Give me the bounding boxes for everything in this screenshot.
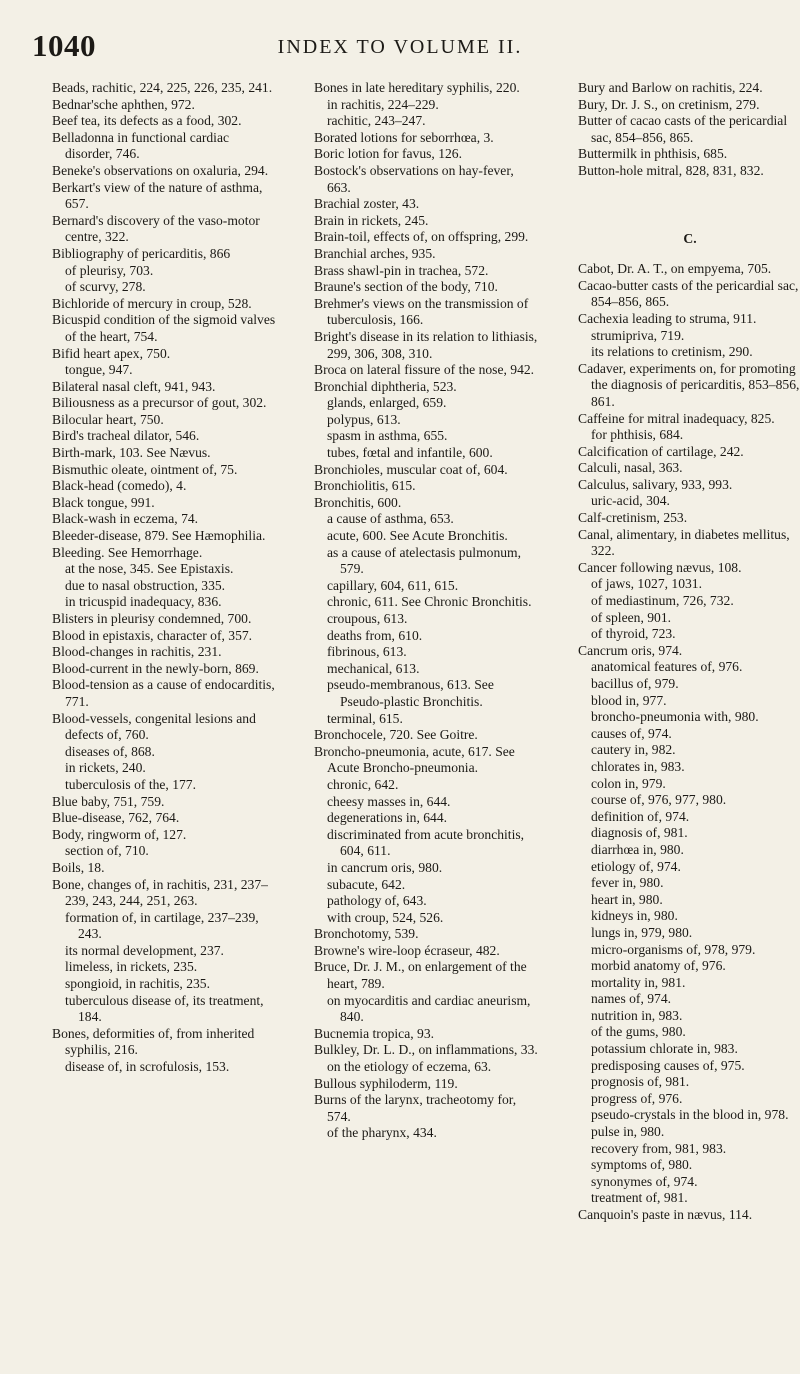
index-entry: Bones in late hereditary syphilis, 220. [314, 80, 520, 95]
index-entry: Calcification of cartilage, 242. [578, 443, 744, 459]
index-subentry: acute, 600. See Acute Bronchitis. [327, 528, 508, 544]
index-subentry: on myocarditis and cardiac aneurism, 840. [327, 992, 531, 1025]
index-column-left [52, 80, 276, 1076]
index-subentry: chronic, 642. [327, 776, 399, 792]
index-subentry: on the etiology of eczema, 63. [327, 1059, 492, 1075]
index-subentry: predisposing causes of, 975. [591, 1057, 745, 1073]
index-entry: Canquoin's paste in nævus, 114. [578, 1207, 753, 1222]
index-entry: Button-hole mitral, 828, 831, 832. [578, 162, 764, 178]
index-entry: Cancrum oris, 974. [578, 642, 683, 658]
index-entry: Boric lotion for favus, 126. [314, 146, 462, 162]
index-entry: Beads, rachitic, 224, 225, 226, 235, 241. [52, 80, 273, 95]
index-subentry: course of, 976, 977, 980. [591, 792, 727, 808]
index-entry: Browne's wire-loop écraseur, 482. [314, 942, 500, 958]
index-entry: Bismuthic oleate, ointment of, 75. [52, 461, 238, 477]
index-subentry: cheesy masses in, 644. [327, 793, 451, 809]
index-subentry: chlorates in, 983. [591, 758, 685, 774]
index-entry: Blood-current in the newly-born, 869. [52, 660, 259, 676]
index-entry: Bifid heart apex, 750. [52, 345, 171, 361]
page-header [32, 28, 768, 64]
index-entry: Bronchitis, 600. [314, 494, 402, 510]
index-entry: Canal, alimentary, in diabetes mellitus, 322. [578, 526, 790, 559]
index-entry: Beef tea, its defects as a food, 302. [52, 113, 242, 129]
index-entry: Bronchocele, 720. See Goitre. [314, 727, 478, 743]
index-entry: Bleeding. See Hemorrhage. [52, 544, 203, 560]
index-entry: Cacao-butter casts of the pericardial sac, 854–856, 865. [578, 277, 799, 310]
index-entry: Blisters in pleurisy condemned, 700. [52, 611, 252, 626]
index-entry: Brain in rickets, 245. [314, 212, 429, 228]
index-subentry: in rickets, 240. [65, 760, 146, 776]
index-entry: Branchial arches, 935. [314, 245, 436, 261]
index-entry: Bronchiolitis, 615. [314, 478, 416, 494]
running-head: INDEX TO VOLUME II. [277, 36, 523, 58]
index-subentry: formation of, in cartilage, 237–239, 243. [65, 909, 259, 942]
index-subentry: diagnosis of, 981. [591, 825, 688, 841]
index-subentry: for phthisis, 684. [591, 427, 684, 443]
index-subentry: morbid anatomy of, 976. [591, 958, 726, 974]
index-subentry: its relations to cretinism, 290. [591, 344, 753, 360]
section-letter: C. [683, 230, 697, 246]
index-subentry: deaths from, 610. [327, 627, 423, 643]
index-entry: Blue baby, 751, 759. [52, 793, 165, 809]
index-entry: Broncho-pneumonia, acute, 617. See Acute Broncho-pneumonia. [314, 743, 515, 776]
index-subentry: in rachitis, 224–229. [327, 96, 439, 112]
page-number: 1040 [32, 28, 96, 63]
index-subentry: cautery in, 982. [591, 742, 676, 758]
index-subentry: causes of, 974. [591, 725, 672, 741]
index-subentry: disease of, in scrofulosis, 153. [65, 1059, 230, 1075]
index-entry: Blood in epistaxis, character of, 357. [52, 627, 253, 643]
index-entry: Blood-vessels, congenital lesions and defects of, 760. [52, 710, 256, 743]
index-subentry: tongue, 947. [65, 362, 133, 378]
index-subentry: spongioid, in rachitis, 235. [65, 976, 210, 992]
index-subentry: definition of, 974. [591, 808, 690, 824]
index-subentry: subacute, 642. [327, 876, 406, 892]
index-entry: Black-head (comedo), 4. [52, 478, 187, 494]
index-entry: Broca on lateral fissure of the nose, 942. [314, 362, 535, 378]
index-subentry: terminal, 615. [327, 710, 403, 726]
index-subentry: in tricuspid inadequacy, 836. [65, 594, 222, 610]
index-subentry: fever in, 980. [591, 875, 664, 891]
index-entry: Bronchial diphtheria, 523. [314, 378, 457, 394]
index-subentry: pseudo-membranous, 613. See Pseudo-plastic Bronchitis. [327, 677, 494, 709]
index-entry: Black tongue, 991. [52, 494, 155, 510]
index-subentry: synonymes of, 974. [591, 1173, 698, 1189]
index-subentry: broncho-pneumonia with, 980. [591, 709, 759, 725]
index-entry: Calf-cretinism, 253. [578, 510, 688, 526]
index-subentry: anatomical features of, 976. [591, 659, 743, 675]
index-entry: Calculus, salivary, 933, 993. [578, 476, 733, 492]
index-entry: Borated lotions for seborrhœa, 3. [314, 129, 494, 145]
index-entry: Bernard's discovery of the vaso-motor centre, 322. [52, 212, 260, 245]
index-column-middle [314, 80, 538, 1142]
index-subentry: pulse in, 980. [591, 1124, 665, 1140]
index-subentry: of thyroid, 723. [591, 626, 676, 642]
index-subentry: treatment of, 981. [591, 1190, 688, 1206]
index-subentry: section of, 710. [65, 843, 149, 859]
index-subentry: of spleen, 901. [591, 609, 672, 625]
index-subentry: due to nasal obstruction, 335. [65, 577, 226, 593]
index-entry: Blood-tension as a cause of endocarditis, 771. [52, 677, 275, 709]
index-entry: Bostock's observations on hay-fever, 663. [314, 162, 514, 195]
index-subentry: spasm in asthma, 655. [327, 428, 448, 444]
index-subentry: tuberculosis of the, 177. [65, 776, 197, 792]
index-entry: Cachexia leading to struma, 911. [578, 310, 757, 326]
index-subentry: kidneys in, 980. [591, 908, 678, 924]
index-entry: Brachial zoster, 43. [314, 196, 420, 212]
index-entry: Bulkley, Dr. L. D., on inflammations, 33. [314, 1042, 538, 1058]
index-subentry: with croup, 524, 526. [327, 909, 444, 925]
index-subentry: pathology of, 643. [327, 893, 427, 909]
index-entry: Brain-toil, effects of, on offspring, 299. [314, 229, 529, 245]
index-entry: Blood-changes in rachitis, 231. [52, 644, 222, 660]
index-entry: Bilateral nasal cleft, 941, 943. [52, 378, 216, 394]
index-subentry: chronic, 611. See Chronic Bronchitis. [327, 594, 532, 610]
index-subentry: capillary, 604, 611, 615. [327, 577, 459, 593]
index-subentry: mortality in, 981. [591, 974, 686, 990]
index-subentry: of jaws, 1027, 1031. [591, 576, 703, 592]
index-subentry: a cause of asthma, 653. [327, 511, 454, 527]
index-entry: Birth-mark, 103. See Nævus. [52, 445, 211, 461]
index-subentry: tubes, fœtal and infantile, 600. [327, 445, 493, 461]
index-entry: Bibliography of pericarditis, 866 [52, 245, 231, 261]
index-entry: Blue-disease, 762, 764. [52, 810, 180, 826]
index-entry: Bronchioles, muscular coat of, 604. [314, 461, 508, 477]
index-entry: Belladonna in functional cardiac disorder, 746. [52, 129, 230, 162]
index-entry: Bury, Dr. J. S., on cretinism, 279. [578, 96, 760, 112]
index-subentry: of scurvy, 278. [65, 279, 146, 295]
index-subentry: glands, enlarged, 659. [327, 395, 447, 411]
index-entry: Bednar'sche aphthen, 972. [52, 96, 195, 112]
index-subentry: nutrition in, 983. [591, 1007, 683, 1023]
index-subentry: strumipriva, 719. [591, 327, 685, 343]
index-subentry: fibrinous, 613. [327, 644, 407, 660]
index-column-right [578, 80, 800, 1224]
index-subentry: uric-acid, 304. [591, 493, 670, 509]
index-entry: Cadaver, experiments on, for promoting the diagnosis of pericarditis, 853–856, 861. [578, 360, 800, 409]
index-entry: Bicuspid condition of the sigmoid valves of the heart, 754. [52, 312, 276, 344]
index-entry: Boils, 18. [52, 859, 105, 875]
index-subentry: in cancrum oris, 980. [327, 859, 443, 875]
index-subentry: limeless, in rickets, 235. [65, 959, 198, 975]
index-subentry: bacillus of, 979. [591, 676, 679, 691]
index-subentry: of pleurisy, 703. [65, 262, 154, 278]
index-entry: Bone, changes of, in rachitis, 231, 237–239, 243, 244, 251, 263. [52, 876, 268, 909]
index-subentry: its normal development, 237. [65, 942, 224, 958]
index-subentry: degenerations in, 644. [327, 810, 448, 826]
index-subentry: micro-organisms of, 978, 979. [591, 941, 756, 957]
index-entry: Bucnemia tropica, 93. [314, 1025, 435, 1041]
index-subentry: diseases of, 868. [65, 743, 155, 759]
index-subentry: potassium chlorate in, 983. [591, 1041, 738, 1057]
index-entry: Beneke's observations on oxaluria, 294. [52, 162, 269, 178]
index-entry: Burns of the larynx, tracheotomy for, 574. [314, 1092, 517, 1124]
index-subentry: blood in, 977. [591, 692, 667, 708]
index-subentry: at the nose, 345. See Epistaxis. [65, 561, 234, 577]
index-subentry: symptoms of, 980. [591, 1157, 693, 1173]
index-entry: Bullous syphiloderm, 119. [314, 1075, 458, 1091]
index-subentry: of the pharynx, 434. [327, 1125, 437, 1141]
index-entry: Cancer following nævus, 108. [578, 559, 742, 575]
index-subentry: pseudo-crystals in the blood in, 978. [591, 1107, 789, 1123]
index-subentry: rachitic, 243–247. [327, 113, 426, 129]
index-subentry: prognosis of, 981. [591, 1074, 690, 1090]
index-entry: Bruce, Dr. J. M., on enlargement of the heart, 789. [314, 959, 527, 992]
index-subentry: lungs in, 979, 980. [591, 924, 693, 940]
index-entry: Bury and Barlow on rachitis, 224. [578, 80, 763, 95]
index-entry: Bichloride of mercury in croup, 528. [52, 295, 252, 311]
index-subentry: polypus, 613. [327, 411, 401, 427]
index-entry: Bilocular heart, 750. [52, 411, 164, 427]
index-entry: Caffeine for mitral inadequacy, 825. [578, 410, 775, 426]
index-entry: Bird's tracheal dilator, 546. [52, 428, 200, 444]
index-entry: Cabot, Dr. A. T., on empyema, 705. [578, 261, 772, 277]
index-entry: Bleeder-disease, 879. See Hæmophilia. [52, 528, 266, 544]
index-subentry: progress of, 976. [591, 1090, 683, 1106]
index-subentry: as a cause of atelectasis pulmonum, 579. [327, 544, 522, 577]
index-subentry: names of, 974. [591, 991, 672, 1007]
index-subentry: croupous, 613. [327, 611, 408, 626]
index-entry: Body, ringworm of, 127. [52, 826, 187, 842]
index-entry: Buttermilk in phthisis, 685. [578, 146, 728, 162]
index-entry: Butter of cacao casts of the pericardial sac, 854–856, 865. [578, 113, 788, 145]
index-subentry: heart in, 980. [591, 891, 663, 907]
index-subentry: of mediastinum, 726, 732. [591, 593, 734, 609]
index-subentry: of the gums, 980. [591, 1024, 686, 1040]
index-entry: Calculi, nasal, 363. [578, 460, 683, 476]
index-subentry: discriminated from acute bronchitis, 604, 611. [327, 826, 525, 859]
index-entry: Braune's section of the body, 710. [314, 279, 498, 295]
index-entry: Bones, deformities of, from inherited syphilis, 216. [52, 1025, 255, 1058]
index-entry: Berkart's view of the nature of asthma, 657. [52, 179, 263, 212]
index-subentry: colon in, 979. [591, 775, 666, 791]
index-entry: Bright's disease in its relation to lithiasis, 299, 306, 308, 310. [314, 328, 538, 361]
index-entry: Brass shawl-pin in trachea, 572. [314, 262, 489, 278]
index-entry: Bronchotomy, 539. [314, 926, 419, 942]
index-subentry: mechanical, 613. [327, 660, 420, 676]
index-subentry: etiology of, 974. [591, 858, 681, 874]
index-entry: Brehmer's views on the transmission of tuberculosis, 166. [314, 295, 529, 328]
section-gap [578, 180, 800, 214]
index-entry: Black-wash in eczema, 74. [52, 511, 199, 527]
index-entry: Biliousness as a precursor of gout, 302. [52, 395, 267, 411]
index-subentry: recovery from, 981, 983. [591, 1140, 727, 1156]
index-subentry: tuberculous disease of, its treatment, 184. [65, 992, 264, 1025]
index-subentry: diarrhœa in, 980. [591, 841, 684, 857]
